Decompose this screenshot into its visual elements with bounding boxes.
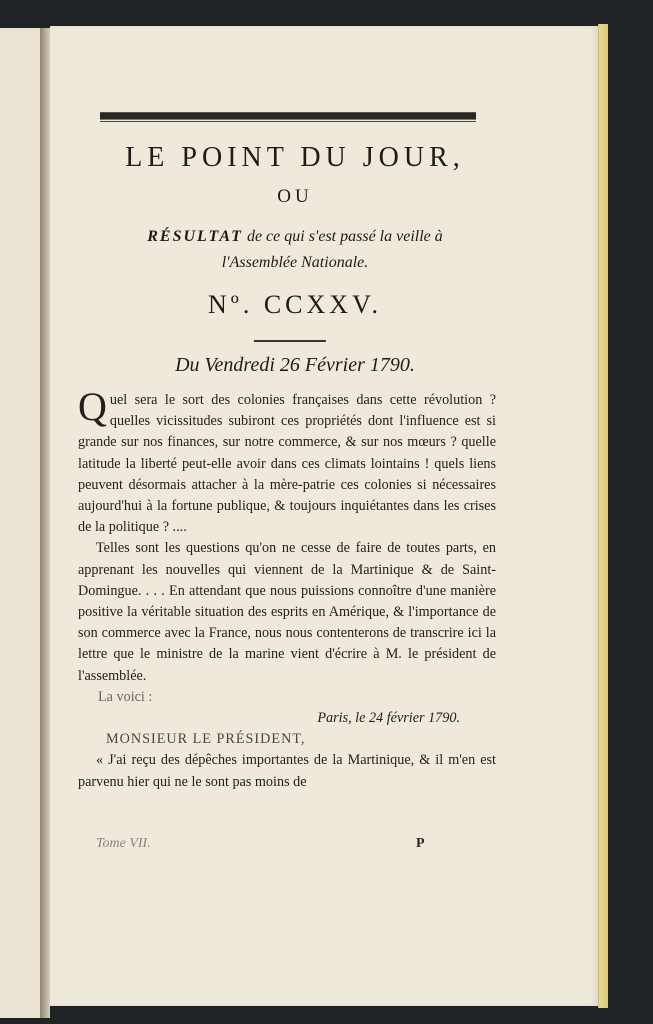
book-gutter [40,28,50,1018]
issue-date: Du Vendredi 26 Février 1790. [175,354,415,376]
left-page-edge [0,28,41,1018]
issue-number: Nº. CCXXV. [208,290,382,319]
page-edge [598,24,608,1008]
top-rule [100,112,476,120]
letter-text: « J'ai reçu des dépêches importantes de la Martinique, & il m'en est parvenu hier qui ne le sont pas moins de [78,752,496,790]
tome-label: Tome VII. [96,836,151,851]
newspaper-title: LE POINT DU JOUR, [125,142,465,173]
paragraph-2: Telles sont les questions qu'on ne cesse de faire de toutes parts, en apprenant les nouvelles qui viennent de la Martinique & de Saint-Domingue. . . . En attendant que nous puissions connoître d'une manière positive la véritable situation des esprits en Amérique, & l'importance de son commerce avec la France, nous nous contenterons de transcrire ici la lettre que le ministre de la marine vient d'écrire à M. le président de l'assemblée. [78,540,496,684]
subtitle-lead: RÉSULTAT [147,228,243,245]
signature-mark: P [416,836,425,851]
subtitle [60,224,530,276]
mid-rule [254,340,326,342]
subtitle-rest: de ce qui s'est passé la veille à [246,228,443,245]
subtitle-line2: l'Assemblée Nationale. [221,254,369,271]
paragraph-1: Quel sera le sort des colonies françaises dans cette révolution ? quelles vicissitudes subiront ces propriétés dont l'influence est si grande sur nos finances, sur notre commerce, & sur nos mœurs ? quelle latitude la liberté peut-elle avoir dans ces climats lointains ! quels liens peuvent désormais attacher à la mère-patrie ces colonies si nécessaires aujourd'hui à la fortune publique, & toujours inquiétantes dans les crises de la politique ? .... [78,384,496,536]
letter-salutation: MONSIEUR LE PRÉSIDENT, [106,731,306,748]
letter-dateline: Paris, le 24 février 1790. [317,710,460,727]
top-rule-thin [100,121,476,122]
title-connector: OU [277,186,313,207]
page-footer [96,836,436,852]
article-body [78,384,496,793]
voici-line: La voici : [98,688,153,705]
